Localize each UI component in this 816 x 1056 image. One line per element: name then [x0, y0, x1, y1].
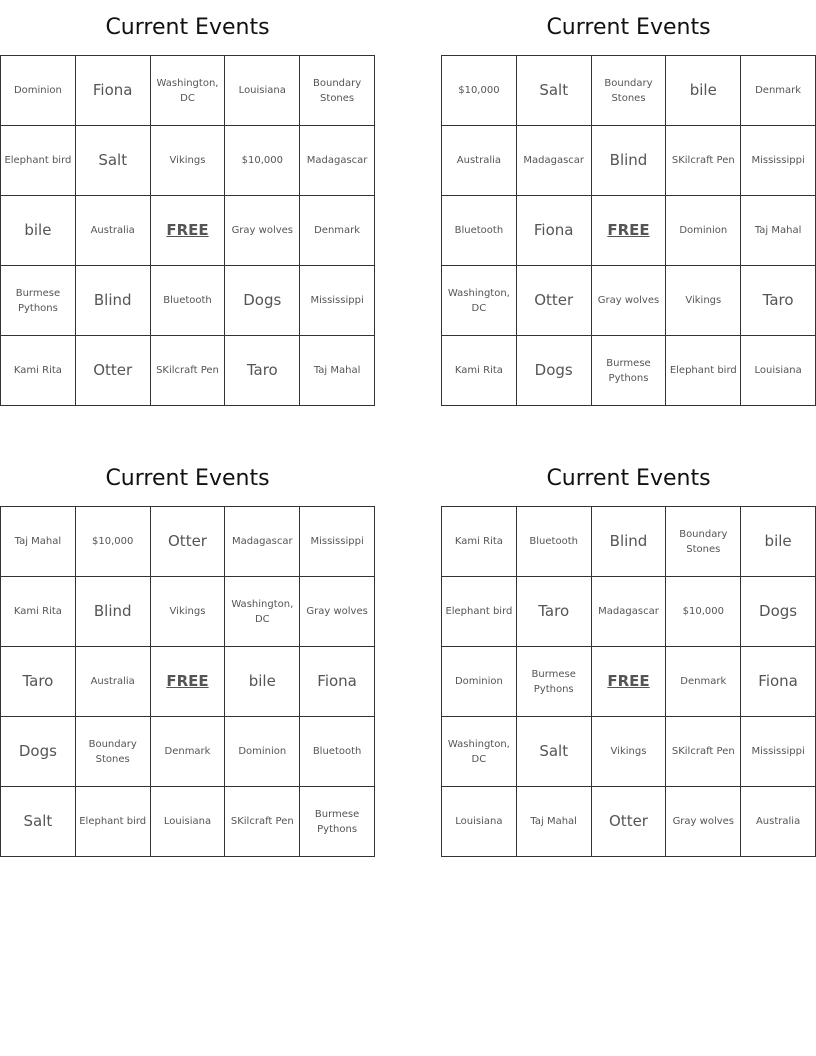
- bingo-card-3: [0, 451, 375, 857]
- bingo-cell: Burmese Pythons: [300, 787, 375, 857]
- bingo-cell: Blind: [592, 507, 667, 577]
- bingo-cell: Blind: [76, 266, 151, 336]
- bingo-cell: Fiona: [741, 647, 816, 717]
- bingo-cell: Taj Mahal: [1, 507, 76, 577]
- bingo-cell: Louisiana: [225, 56, 300, 126]
- bingo-cell: Denmark: [151, 717, 226, 787]
- bingo-cell: Madagascar: [225, 507, 300, 577]
- card-title: Current Events: [546, 15, 711, 40]
- bingo-cell: Washington, DC: [151, 56, 226, 126]
- bingo-cell: Boundary Stones: [76, 717, 151, 787]
- bingo-cell: Vikings: [592, 717, 667, 787]
- bingo-cell: Australia: [741, 787, 816, 857]
- bingo-cell: Taro: [741, 266, 816, 336]
- bingo-cell: $10,000: [442, 56, 517, 126]
- bingo-cell: Denmark: [300, 196, 375, 266]
- bingo-cell: Denmark: [666, 647, 741, 717]
- bingo-cell: Louisiana: [741, 336, 816, 406]
- bingo-cell: Australia: [76, 647, 151, 717]
- bingo-cell: Taro: [1, 647, 76, 717]
- bingo-cell: Salt: [76, 126, 151, 196]
- bingo-cell: Washington, DC: [442, 717, 517, 787]
- bingo-cell: Salt: [517, 717, 592, 787]
- bingo-cell: bile: [741, 507, 816, 577]
- bingo-cell: Blind: [76, 577, 151, 647]
- bingo-grid: [441, 506, 816, 857]
- bingo-cell: Elephant bird: [76, 787, 151, 857]
- bingo-cell: Mississippi: [300, 507, 375, 577]
- bingo-card-4: [441, 451, 816, 857]
- bingo-cell: Elephant bird: [1, 126, 76, 196]
- bingo-cell: Vikings: [151, 126, 226, 196]
- free-space-cell: FREE: [151, 647, 226, 717]
- bingo-cell: bile: [666, 56, 741, 126]
- bingo-cell: Salt: [517, 56, 592, 126]
- bingo-cell: Louisiana: [151, 787, 226, 857]
- free-space-cell: FREE: [151, 196, 226, 266]
- card-title: Current Events: [105, 15, 270, 40]
- bingo-cell: Burmese Pythons: [1, 266, 76, 336]
- bingo-cell: Australia: [442, 126, 517, 196]
- bingo-cell: Boundary Stones: [666, 507, 741, 577]
- bingo-cell: Kami Rita: [442, 336, 517, 406]
- bingo-cell: Kami Rita: [442, 507, 517, 577]
- bingo-cell: Gray wolves: [225, 196, 300, 266]
- bingo-cell: Taj Mahal: [300, 336, 375, 406]
- bingo-cell: Elephant bird: [442, 577, 517, 647]
- bingo-cell: Burmese Pythons: [517, 647, 592, 717]
- bingo-cell: Dominion: [225, 717, 300, 787]
- bingo-cell: Vikings: [666, 266, 741, 336]
- bingo-cell: Mississippi: [741, 126, 816, 196]
- bingo-cell: Kami Rita: [1, 577, 76, 647]
- bingo-cell: Dominion: [442, 647, 517, 717]
- bingo-cell: Taj Mahal: [517, 787, 592, 857]
- bingo-cell: Gray wolves: [666, 787, 741, 857]
- bingo-cell: Salt: [1, 787, 76, 857]
- bingo-cell: Mississippi: [741, 717, 816, 787]
- bingo-cell: bile: [1, 196, 76, 266]
- bingo-cell: SKilcraft Pen: [151, 336, 226, 406]
- bingo-grid: [441, 55, 816, 406]
- bingo-cell: SKilcraft Pen: [666, 126, 741, 196]
- bingo-cell: Fiona: [517, 196, 592, 266]
- bingo-cell: Boundary Stones: [592, 56, 667, 126]
- bingo-cell: Dogs: [517, 336, 592, 406]
- bingo-cell: Madagascar: [300, 126, 375, 196]
- bingo-cell: bile: [225, 647, 300, 717]
- bingo-cell: Burmese Pythons: [592, 336, 667, 406]
- bingo-cell: Otter: [592, 787, 667, 857]
- bingo-cell: Boundary Stones: [300, 56, 375, 126]
- bingo-cell: $10,000: [666, 577, 741, 647]
- bingo-cell: Gray wolves: [300, 577, 375, 647]
- bingo-cell: Mississippi: [300, 266, 375, 336]
- bingo-cell: Kami Rita: [1, 336, 76, 406]
- bingo-cell: Taj Mahal: [741, 196, 816, 266]
- bingo-cell: Otter: [151, 507, 226, 577]
- free-space-cell: FREE: [592, 647, 667, 717]
- bingo-cell: Dogs: [1, 717, 76, 787]
- bingo-grid: [0, 506, 375, 857]
- bingo-cell: Dominion: [666, 196, 741, 266]
- bingo-cell: Madagascar: [592, 577, 667, 647]
- bingo-cell: Gray wolves: [592, 266, 667, 336]
- bingo-cell: Australia: [76, 196, 151, 266]
- bingo-cell: Fiona: [300, 647, 375, 717]
- bingo-card-1: [0, 0, 375, 406]
- bingo-cell: Elephant bird: [666, 336, 741, 406]
- bingo-cell: Taro: [517, 577, 592, 647]
- bingo-cell: Otter: [517, 266, 592, 336]
- free-space-cell: FREE: [592, 196, 667, 266]
- bingo-cell: SKilcraft Pen: [666, 717, 741, 787]
- bingo-cell: Bluetooth: [517, 507, 592, 577]
- bingo-cell: $10,000: [225, 126, 300, 196]
- bingo-cell: Denmark: [741, 56, 816, 126]
- card-title: Current Events: [105, 466, 270, 491]
- bingo-cell: Fiona: [76, 56, 151, 126]
- bingo-cell: Washington, DC: [442, 266, 517, 336]
- bingo-cell: Bluetooth: [151, 266, 226, 336]
- bingo-cell: Otter: [76, 336, 151, 406]
- bingo-cell: Dogs: [741, 577, 816, 647]
- bingo-card-2: [441, 0, 816, 406]
- bingo-cell: Taro: [225, 336, 300, 406]
- bingo-cell: Dominion: [1, 56, 76, 126]
- bingo-grid: [0, 55, 375, 406]
- bingo-cell: Louisiana: [442, 787, 517, 857]
- bingo-cell: Vikings: [151, 577, 226, 647]
- bingo-cell: Bluetooth: [442, 196, 517, 266]
- bingo-cell: Madagascar: [517, 126, 592, 196]
- bingo-cell: Dogs: [225, 266, 300, 336]
- bingo-cell: $10,000: [76, 507, 151, 577]
- bingo-cell: SKilcraft Pen: [225, 787, 300, 857]
- bingo-cell: Blind: [592, 126, 667, 196]
- bingo-cell: Washington, DC: [225, 577, 300, 647]
- card-title: Current Events: [546, 466, 711, 491]
- bingo-cell: Bluetooth: [300, 717, 375, 787]
